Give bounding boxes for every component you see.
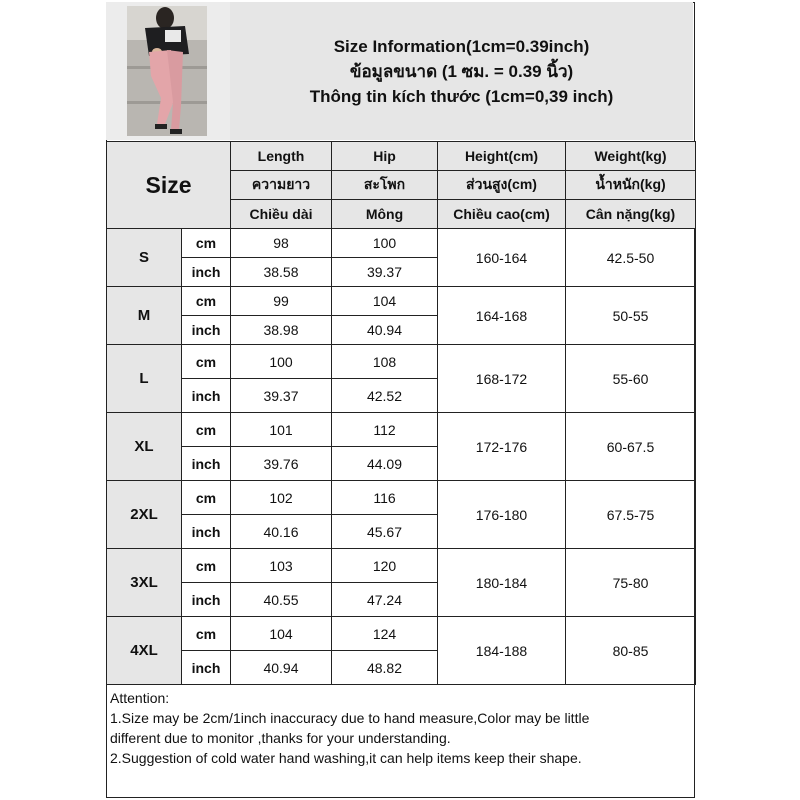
hip-cm-cell: 124: [332, 617, 438, 651]
size-label: S: [107, 229, 182, 287]
length-inch-cell: 39.37: [231, 379, 332, 413]
hip-inch-cell: 40.94: [332, 316, 438, 345]
weight-cell: 67.5-75: [566, 481, 696, 549]
unit-cm: cm: [182, 481, 231, 515]
length-inch-cell: 38.58: [231, 258, 332, 287]
hip-inch-cell: 45.67: [332, 515, 438, 549]
size-row-cm: [107, 345, 696, 379]
note-line: 1.Size may be 2cm/1inch inaccuracy due to hand measure,Color may be little: [110, 710, 590, 726]
length-inch-cell: 40.16: [231, 515, 332, 549]
header-length-vi: Chiều dài: [231, 200, 332, 229]
size-row-cm: [107, 617, 696, 651]
height-cell: 168-172: [438, 345, 566, 413]
height-cell: 176-180: [438, 481, 566, 549]
unit-inch: inch: [182, 316, 231, 345]
unit-cm: cm: [182, 287, 231, 316]
header-height-th: ส่วนสูง(cm): [438, 171, 566, 200]
size-row-cm: [107, 549, 696, 583]
unit-inch: inch: [182, 379, 231, 413]
header-length-en: Length: [231, 142, 332, 171]
notes-heading: Attention:: [110, 690, 170, 706]
length-cm-cell: 104: [231, 617, 332, 651]
header-weight-vi: Cân nặng(kg): [566, 200, 696, 229]
unit-cm: cm: [182, 229, 231, 258]
length-cm-cell: 102: [231, 481, 332, 515]
size-label: XL: [107, 413, 182, 481]
title-thai: ข้อมูลขนาด (1 ซม. = 0.39 นิ้ว): [349, 61, 574, 81]
unit-cm: cm: [182, 549, 231, 583]
unit-inch: inch: [182, 651, 231, 685]
hip-inch-cell: 44.09: [332, 447, 438, 481]
header-weight-en: Weight(kg): [566, 142, 696, 171]
weight-cell: 75-80: [566, 549, 696, 617]
length-inch-cell: 40.94: [231, 651, 332, 685]
hip-cm-cell: 112: [332, 413, 438, 447]
size-row-cm: [107, 413, 696, 447]
header-length-th: ความยาว: [231, 171, 332, 200]
size-label: 2XL: [107, 481, 182, 549]
size-label: 3XL: [107, 549, 182, 617]
unit-inch: inch: [182, 447, 231, 481]
note-line: 2.Suggestion of cold water hand washing,it can help items keep their shape.: [110, 750, 582, 766]
size-table: [106, 141, 696, 685]
weight-cell: 50-55: [566, 287, 696, 345]
length-cm-cell: 98: [231, 229, 332, 258]
hip-cm-cell: 108: [332, 345, 438, 379]
hip-cm-cell: 116: [332, 481, 438, 515]
note-line: different due to monitor ,thanks for your understanding.: [110, 730, 451, 746]
header-weight-th: น้ำหนัก(kg): [566, 171, 696, 200]
model-photo-illustration: [127, 6, 207, 136]
weight-cell: 42.5-50: [566, 229, 696, 287]
unit-cm: cm: [182, 345, 231, 379]
size-info-header: [106, 2, 695, 142]
height-cell: 160-164: [438, 229, 566, 287]
weight-cell: 80-85: [566, 617, 696, 685]
hip-inch-cell: 48.82: [332, 651, 438, 685]
hip-inch-cell: 42.52: [332, 379, 438, 413]
height-cell: 180-184: [438, 549, 566, 617]
height-cell: 172-176: [438, 413, 566, 481]
header-height-vi: Chiều cao(cm): [438, 200, 566, 229]
title-english: Size Information(1cm=0.39inch): [333, 36, 590, 56]
size-label: 4XL: [107, 617, 182, 685]
hip-cm-cell: 120: [332, 549, 438, 583]
length-inch-cell: 39.76: [231, 447, 332, 481]
unit-cm: cm: [182, 413, 231, 447]
hip-cm-cell: 104: [332, 287, 438, 316]
height-cell: 164-168: [438, 287, 566, 345]
unit-inch: inch: [182, 515, 231, 549]
weight-cell: 55-60: [566, 345, 696, 413]
unit-inch: inch: [182, 258, 231, 287]
size-row-cm: [107, 229, 696, 258]
weight-cell: 60-67.5: [566, 413, 696, 481]
hip-inch-cell: 39.37: [332, 258, 438, 287]
size-row-cm: [107, 287, 696, 316]
size-column-header: Size: [107, 142, 231, 229]
header-hip-en: Hip: [332, 142, 438, 171]
length-cm-cell: 99: [231, 287, 332, 316]
header-height-en: Height(cm): [438, 142, 566, 171]
product-photo: [106, 2, 231, 140]
size-row-cm: [107, 481, 696, 515]
attention-notes: [106, 686, 695, 798]
length-cm-cell: 101: [231, 413, 332, 447]
length-inch-cell: 40.55: [231, 583, 332, 617]
height-cell: 184-188: [438, 617, 566, 685]
size-label: M: [107, 287, 182, 345]
size-label: L: [107, 345, 182, 413]
header-hip-vi: Mông: [332, 200, 438, 229]
table-header-row: [107, 142, 696, 171]
unit-inch: inch: [182, 583, 231, 617]
length-cm-cell: 103: [231, 549, 332, 583]
length-inch-cell: 38.98: [231, 316, 332, 345]
size-info-title: [230, 2, 693, 140]
hip-cm-cell: 100: [332, 229, 438, 258]
length-cm-cell: 100: [231, 345, 332, 379]
unit-cm: cm: [182, 617, 231, 651]
title-vietnamese: Thông tin kích thước (1cm=0,39 inch): [309, 86, 614, 106]
header-hip-th: สะโพก: [332, 171, 438, 200]
hip-inch-cell: 47.24: [332, 583, 438, 617]
